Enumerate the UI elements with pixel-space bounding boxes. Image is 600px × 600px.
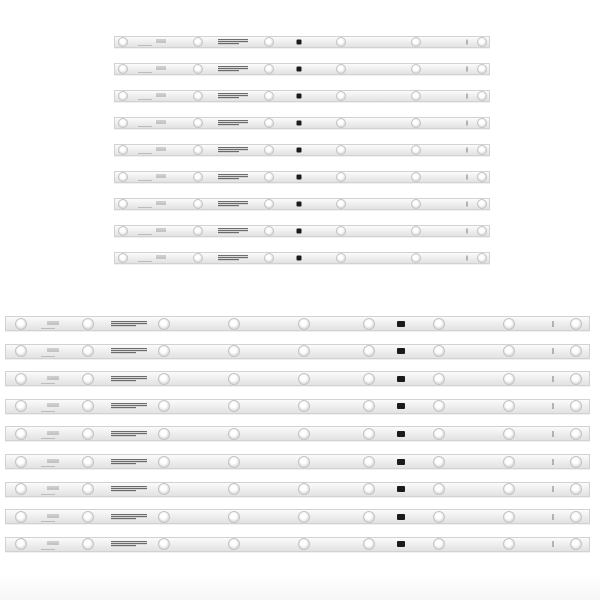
fine-print xyxy=(41,549,55,550)
led-lens xyxy=(503,538,515,550)
led-lens xyxy=(298,345,310,357)
fine-print xyxy=(41,521,55,522)
solder-point xyxy=(466,256,467,261)
led-strip xyxy=(114,90,490,102)
led-lens xyxy=(15,511,27,523)
led-strip xyxy=(114,36,490,48)
led-strip xyxy=(114,117,490,129)
led-strip xyxy=(114,225,490,237)
led-lens xyxy=(158,318,170,330)
part-number-print xyxy=(218,65,248,72)
polarity-mark xyxy=(156,258,166,259)
led-lens xyxy=(193,199,203,209)
part-number-print xyxy=(111,513,147,520)
solder-point xyxy=(466,40,467,45)
led-lens xyxy=(298,428,310,440)
led-lens xyxy=(336,199,346,209)
led-lens xyxy=(336,118,346,128)
led-lens xyxy=(503,483,515,495)
led-lens xyxy=(193,64,203,74)
led-lens xyxy=(433,400,445,412)
solder-point xyxy=(466,94,467,99)
led-lens xyxy=(193,37,203,47)
led-lens xyxy=(336,37,346,47)
fine-print xyxy=(138,207,152,208)
led-lens xyxy=(570,400,582,412)
led-strip xyxy=(5,371,590,386)
led-lens xyxy=(264,226,274,236)
polarity-mark xyxy=(156,96,166,97)
part-number-print xyxy=(218,200,248,207)
led-strip xyxy=(114,144,490,156)
solder-point xyxy=(552,403,553,409)
polarity-mark xyxy=(47,433,59,434)
connector xyxy=(397,514,405,520)
connector xyxy=(397,348,405,354)
fine-print xyxy=(138,153,152,154)
led-lens xyxy=(158,400,170,412)
led-lens xyxy=(228,400,240,412)
led-lens xyxy=(503,345,515,357)
fine-print xyxy=(41,438,55,439)
led-lens xyxy=(433,428,445,440)
led-lens xyxy=(82,318,94,330)
led-lens xyxy=(503,373,515,385)
led-lens xyxy=(15,428,27,440)
led-lens xyxy=(411,64,421,74)
led-lens xyxy=(363,318,375,330)
polarity-mark xyxy=(47,378,59,379)
led-lens xyxy=(570,318,582,330)
connector xyxy=(297,67,302,72)
part-number-print xyxy=(218,173,248,180)
led-lens xyxy=(477,253,487,263)
connector xyxy=(297,94,302,99)
led-lens xyxy=(503,428,515,440)
led-lens xyxy=(118,64,128,74)
solder-point xyxy=(466,67,467,72)
led-lens xyxy=(298,373,310,385)
led-lens xyxy=(363,511,375,523)
led-lens xyxy=(503,511,515,523)
led-lens xyxy=(336,91,346,101)
led-lens xyxy=(15,538,27,550)
led-lens xyxy=(336,145,346,155)
led-lens xyxy=(82,483,94,495)
led-lens xyxy=(82,456,94,468)
part-number-print xyxy=(111,347,147,354)
part-number-print xyxy=(111,540,147,547)
connector xyxy=(297,40,302,45)
polarity-mark xyxy=(47,489,59,490)
led-lens xyxy=(82,428,94,440)
fine-print xyxy=(41,494,55,495)
led-lens xyxy=(298,400,310,412)
led-lens xyxy=(82,345,94,357)
led-lens xyxy=(15,400,27,412)
led-lens xyxy=(228,428,240,440)
led-lens xyxy=(363,373,375,385)
fine-print xyxy=(41,466,55,467)
solder-point xyxy=(552,321,553,327)
led-lens xyxy=(158,373,170,385)
led-lens xyxy=(298,538,310,550)
led-lens xyxy=(477,145,487,155)
led-lens xyxy=(15,345,27,357)
polarity-mark xyxy=(156,123,166,124)
led-lens xyxy=(193,253,203,263)
connector xyxy=(397,459,405,465)
solder-point xyxy=(466,148,467,153)
led-lens xyxy=(477,172,487,182)
led-lens xyxy=(570,538,582,550)
led-lens xyxy=(411,37,421,47)
led-lens xyxy=(503,400,515,412)
connector xyxy=(397,431,405,437)
led-lens xyxy=(477,199,487,209)
led-strip xyxy=(5,344,590,359)
led-lens xyxy=(15,456,27,468)
led-lens xyxy=(336,172,346,182)
led-lens xyxy=(228,511,240,523)
led-lens xyxy=(193,118,203,128)
led-lens xyxy=(264,64,274,74)
led-lens xyxy=(503,456,515,468)
led-lens xyxy=(158,538,170,550)
led-lens xyxy=(264,37,274,47)
led-lens xyxy=(158,456,170,468)
connector xyxy=(397,541,405,547)
led-lens xyxy=(411,253,421,263)
led-strip xyxy=(5,482,590,497)
connector xyxy=(297,229,302,234)
led-lens xyxy=(264,199,274,209)
led-strip xyxy=(5,399,590,414)
led-lens xyxy=(411,226,421,236)
polarity-mark xyxy=(47,351,59,352)
part-number-print xyxy=(218,227,248,234)
led-lens xyxy=(118,145,128,155)
part-number-print xyxy=(218,119,248,126)
connector xyxy=(397,321,405,327)
led-lens xyxy=(411,199,421,209)
connector xyxy=(297,256,302,261)
floor-shadow xyxy=(0,575,600,600)
led-lens xyxy=(363,428,375,440)
led-lens xyxy=(477,64,487,74)
fine-print xyxy=(41,411,55,412)
part-number-print xyxy=(218,254,248,261)
led-lens xyxy=(158,428,170,440)
solder-point xyxy=(552,376,553,382)
led-strip xyxy=(5,509,590,524)
led-lens xyxy=(118,37,128,47)
polarity-mark xyxy=(156,42,166,43)
polarity-mark xyxy=(156,69,166,70)
part-number-print xyxy=(111,458,147,465)
led-lens xyxy=(503,318,515,330)
led-lens xyxy=(228,318,240,330)
led-lens xyxy=(298,511,310,523)
connector xyxy=(297,121,302,126)
led-lens xyxy=(158,483,170,495)
led-lens xyxy=(570,511,582,523)
led-lens xyxy=(433,511,445,523)
led-lens xyxy=(477,226,487,236)
connector xyxy=(397,376,405,382)
led-lens xyxy=(336,64,346,74)
led-lens xyxy=(433,456,445,468)
led-strip xyxy=(114,198,490,210)
led-lens xyxy=(363,483,375,495)
led-lens xyxy=(433,345,445,357)
long-strip-group xyxy=(5,316,590,548)
led-lens xyxy=(298,318,310,330)
polarity-mark xyxy=(47,406,59,407)
polarity-mark xyxy=(156,204,166,205)
solder-point xyxy=(552,514,553,520)
connector xyxy=(397,403,405,409)
polarity-mark xyxy=(156,177,166,178)
led-lens xyxy=(118,199,128,209)
led-lens xyxy=(264,91,274,101)
part-number-print xyxy=(111,375,147,382)
led-lens xyxy=(193,91,203,101)
led-lens xyxy=(15,483,27,495)
polarity-mark xyxy=(156,150,166,151)
led-lens xyxy=(264,172,274,182)
led-lens xyxy=(570,373,582,385)
led-lens xyxy=(570,428,582,440)
led-lens xyxy=(411,145,421,155)
part-number-print xyxy=(218,38,248,45)
led-lens xyxy=(118,172,128,182)
led-lens xyxy=(433,318,445,330)
led-lens xyxy=(264,145,274,155)
led-strip xyxy=(5,454,590,469)
solder-point xyxy=(466,229,467,234)
led-lens xyxy=(118,253,128,263)
led-lens xyxy=(228,538,240,550)
led-lens xyxy=(336,226,346,236)
led-lens xyxy=(82,373,94,385)
polarity-mark xyxy=(47,516,59,517)
led-strip xyxy=(5,316,590,331)
fine-print xyxy=(41,356,55,357)
led-strip xyxy=(114,171,490,183)
led-lens xyxy=(264,118,274,128)
led-lens xyxy=(477,91,487,101)
led-lens xyxy=(433,538,445,550)
led-lens xyxy=(158,511,170,523)
solder-point xyxy=(552,541,553,547)
led-lens xyxy=(570,456,582,468)
part-number-print xyxy=(111,402,147,409)
led-lens xyxy=(193,145,203,155)
led-strip xyxy=(5,426,590,441)
fine-print xyxy=(138,261,152,262)
led-lens xyxy=(570,483,582,495)
led-lens xyxy=(411,118,421,128)
led-lens xyxy=(193,226,203,236)
led-lens xyxy=(433,373,445,385)
fine-print xyxy=(41,328,55,329)
fine-print xyxy=(138,126,152,127)
led-lens xyxy=(118,226,128,236)
led-lens xyxy=(298,483,310,495)
connector xyxy=(297,148,302,153)
led-lens xyxy=(477,37,487,47)
led-lens xyxy=(228,483,240,495)
solder-point xyxy=(466,121,467,126)
led-lens xyxy=(433,483,445,495)
fine-print xyxy=(138,234,152,235)
led-lens xyxy=(158,345,170,357)
fine-print xyxy=(41,383,55,384)
solder-point xyxy=(466,202,467,207)
part-number-print xyxy=(218,92,248,99)
led-lens xyxy=(264,253,274,263)
connector xyxy=(397,486,405,492)
part-number-print xyxy=(218,146,248,153)
led-lens xyxy=(193,172,203,182)
polarity-mark xyxy=(47,323,59,324)
led-strip xyxy=(5,537,590,552)
led-lens xyxy=(228,373,240,385)
fine-print xyxy=(138,180,152,181)
part-number-print xyxy=(111,485,147,492)
led-lens xyxy=(363,538,375,550)
part-number-print xyxy=(111,430,147,437)
fine-print xyxy=(138,99,152,100)
led-lens xyxy=(411,91,421,101)
led-lens xyxy=(82,400,94,412)
led-lens xyxy=(82,538,94,550)
led-lens xyxy=(363,456,375,468)
fine-print xyxy=(138,72,152,73)
solder-point xyxy=(552,431,553,437)
led-strip xyxy=(114,252,490,264)
connector xyxy=(297,175,302,180)
led-lens xyxy=(477,118,487,128)
led-lens xyxy=(82,511,94,523)
led-lens xyxy=(411,172,421,182)
led-lens xyxy=(228,456,240,468)
led-lens xyxy=(118,118,128,128)
solder-point xyxy=(552,486,553,492)
led-lens xyxy=(298,456,310,468)
solder-point xyxy=(466,175,467,180)
solder-point xyxy=(552,348,553,354)
led-lens xyxy=(363,345,375,357)
led-lens xyxy=(15,373,27,385)
polarity-mark xyxy=(47,461,59,462)
fine-print xyxy=(138,45,152,46)
solder-point xyxy=(552,459,553,465)
polarity-mark xyxy=(47,544,59,545)
short-strip-group xyxy=(114,36,490,270)
polarity-mark xyxy=(156,231,166,232)
led-lens xyxy=(118,91,128,101)
led-strip xyxy=(114,63,490,75)
part-number-print xyxy=(111,320,147,327)
led-lens xyxy=(15,318,27,330)
led-lens xyxy=(336,253,346,263)
led-lens xyxy=(363,400,375,412)
connector xyxy=(297,202,302,207)
led-lens xyxy=(570,345,582,357)
led-lens xyxy=(228,345,240,357)
